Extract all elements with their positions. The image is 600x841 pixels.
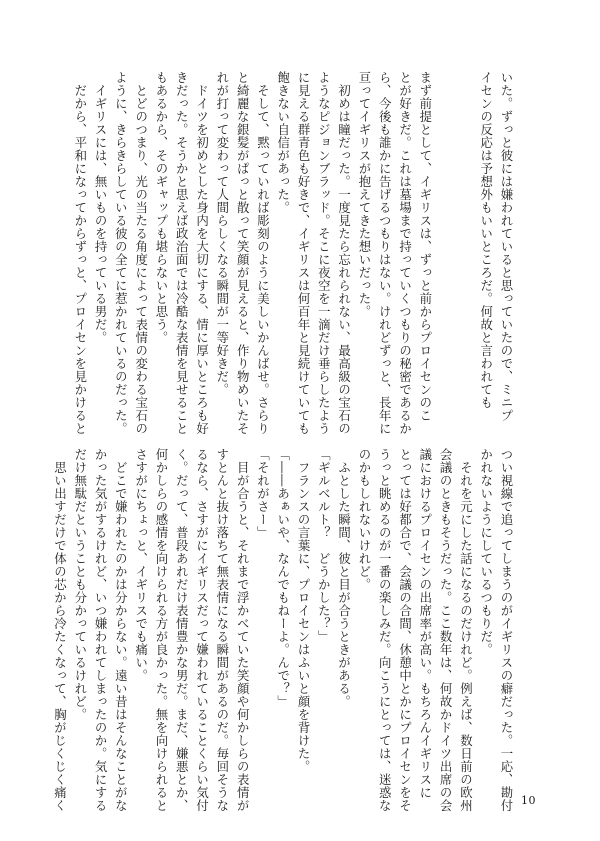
lower-text-line: るなら、さすがにイギリスだって嫌われていることくらい気付 <box>194 448 210 812</box>
upper-text-line: そして、黙っていれば彫刻のように美しいかんばせ。さらり <box>255 71 271 435</box>
upper-text-line: とどのつまり、光の当たる角度によって表情の変わる宝石の <box>133 71 149 435</box>
lower-text-line: ふとした瞬間、彼と目が合うときがある。 <box>336 448 352 708</box>
upper-text-line: れが打って変わって人間らしくなる瞬間が一等好きだ。 <box>214 71 230 396</box>
lower-text-line: のかもしれないけれど。 <box>356 448 372 591</box>
lower-text-line: それを元にした話になるのだけれど。例えば、数日前の欧州 <box>458 448 474 812</box>
upper-text-line: ように、きらきらしている彼の全てに惹かれているのだった。 <box>113 71 129 435</box>
upper-text-line: きだった。そうかと思えば政治面では冷酷な表情を見せること <box>174 71 190 435</box>
lower-text-line: つい視線で追ってしまうのがイギリスの癖だった。一応、勘付 <box>499 448 514 812</box>
upper-text-line: ようなピジョンブラッド。そこに夜空を一滴だけ垂らしたよう <box>316 71 332 435</box>
upper-text-line: とが好きだ。これは墓場まで持っていくつもりの秘密であるか <box>397 71 413 435</box>
lower-text-line: 議におけるプロイセンの出席率が高い。もちろんイギリスに <box>417 448 433 799</box>
upper-text-line: だから、平和になってからずっと、プロイセンを見かけると <box>72 71 88 435</box>
upper-text-line: イセンの反応は予想外もいいところだ。何故と言われても <box>478 71 494 409</box>
upper-text-line: まず前提として、イギリスは、ずっと前からプロイセンのこ <box>417 71 433 422</box>
lower-text-line: 会議のときもそうだった。ここ数年は、何故かドイツ出席の会 <box>438 448 454 812</box>
lower-text-line: とっては好都合で、会議の合間、休憩中とかにプロイセンをそ <box>397 448 413 812</box>
lower-text-line: フランスの言葉に、プロイセンはふいと顔を背けた。 <box>296 448 312 773</box>
upper-text-line: ら、今後も誰かに告げるつもりはない。けれどずっと、長年に <box>377 71 393 435</box>
upper-text-line <box>455 71 475 417</box>
upper-text-line: に見える群青色も好きで、イギリスは何百年と見続けていても <box>296 71 312 435</box>
lower-text-line: どこで嫌われたのかは分からない。遠い昔はそんなことがな <box>113 448 129 812</box>
upper-text-line: 初めは瞳だった。一度見たら忘れられない、最高級の宝石の <box>336 71 352 435</box>
upper-text-line: 飽きない自信があった。 <box>275 71 291 214</box>
page-number: 10 <box>521 794 536 807</box>
lower-text-block <box>23 448 516 812</box>
lower-text-line: かれないようにしているつもりだ。 <box>478 448 494 656</box>
upper-text-line: いた。ずっと彼には嫌われていると思っていたので、ミニプ <box>499 71 514 422</box>
lower-text-line: さすがにちょっと、イギリスでも痛い。 <box>133 448 149 682</box>
lower-text-line: 「それがさー」 <box>255 448 271 539</box>
lower-text-line: かった気がするけれど、いつ嫌われてしまったのか。気にする <box>93 448 109 812</box>
lower-text-line: 何かしらの感情を向けられる方が良かった。無を向けられると <box>153 448 169 812</box>
lower-text-line: く。だって、普段あれだけ表情豊かな男だ。まだ、嫌悪とか、 <box>174 448 190 812</box>
lower-text-line: 「――あぁいや、なんでもねーよ。んで？」 <box>275 448 291 708</box>
upper-text-line: イギリスには、無いものを持っている男だ。 <box>93 71 109 344</box>
upper-text-block <box>23 71 516 435</box>
lower-text-line: だけ無駄だということも分かっているけれど。 <box>72 448 88 721</box>
lower-text-line: すとんと抜け落ちて無表情になる瞬間があるのだ。毎回そうな <box>214 448 230 812</box>
lower-text-line: うっと眺めるのが一番の楽しみだ。向こうにとっては、迷惑な <box>377 448 393 812</box>
upper-text-line: と綺麗な銀髪がぱっと散って笑顔が見えると、作り物めいたそ <box>235 71 251 435</box>
upper-text-line: ドイツを初めとした身内を大切にする、情に厚いところも好 <box>194 71 210 435</box>
upper-text-line <box>435 71 455 417</box>
upper-text-line: 亘ってイギリスが抱えてきた想いだった。 <box>356 71 372 318</box>
lower-text-line: 思い出すだけで体の芯から冷たくなって、胸がじくじく痛く <box>52 448 68 812</box>
lower-text-line: 目が合うと、それまで浮かべていた笑顔や何かしらの表情が <box>235 448 251 812</box>
lower-text-line: 「ギルベルト？ どうかした？」 <box>316 448 332 643</box>
upper-text-line: もあるから、そのギャップも堪らないと思う。 <box>153 71 169 344</box>
